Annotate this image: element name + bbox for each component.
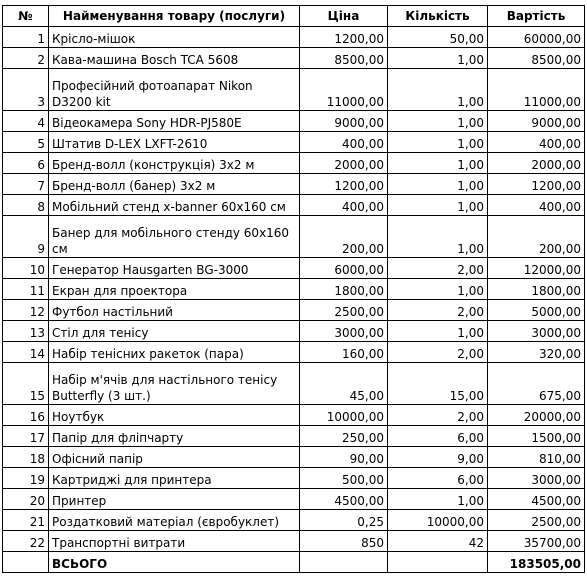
- item-name-cell: Транспортні витрати: [49, 531, 300, 552]
- table-row: [3, 258, 585, 279]
- cost-cell: 11000,00: [488, 69, 585, 111]
- item-name-cell: Кава-машина Bosch TCA 5608: [49, 48, 300, 69]
- row-number-cell: 22: [3, 531, 49, 552]
- quantity-cell: 42: [388, 531, 488, 552]
- price-cell: 4500,00: [300, 489, 388, 510]
- table-row: [3, 153, 585, 174]
- cost-cell: 8500,00: [488, 48, 585, 69]
- header-name: Найменування товару (послуги): [49, 6, 300, 27]
- table-row: [3, 489, 585, 510]
- total-empty-price-cell: [300, 552, 388, 573]
- row-number-cell: 16: [3, 405, 49, 426]
- quantity-cell: 1,00: [388, 489, 488, 510]
- quantity-cell: 1,00: [388, 321, 488, 342]
- quantity-cell: 1,00: [388, 216, 488, 258]
- item-name-cell: Мобільний стенд x-banner 60х160 см: [49, 195, 300, 216]
- table-body: [3, 27, 585, 573]
- price-cell: 6000,00: [300, 258, 388, 279]
- item-name-cell: Банер для мобільного стенду 60х160 см: [49, 216, 300, 258]
- row-number-cell: 18: [3, 447, 49, 468]
- price-cell: 200,00: [300, 216, 388, 258]
- table-row: [3, 342, 585, 363]
- row-number-cell: 4: [3, 111, 49, 132]
- table-row: [3, 174, 585, 195]
- header-quantity: Кількість: [388, 6, 488, 27]
- quantity-cell: 50,00: [388, 27, 488, 48]
- item-name-cell: Штатив D-LEX LXFT-2610: [49, 132, 300, 153]
- cost-cell: 810,00: [488, 447, 585, 468]
- quantity-cell: 9,00: [388, 447, 488, 468]
- item-name-cell: Роздатковий матеріал (євробуклет): [49, 510, 300, 531]
- quantity-cell: 1,00: [388, 153, 488, 174]
- cost-cell: 20000,00: [488, 405, 585, 426]
- row-number-cell: 7: [3, 174, 49, 195]
- cost-cell: 35700,00: [488, 531, 585, 552]
- price-cell: 8500,00: [300, 48, 388, 69]
- cost-cell: 3000,00: [488, 468, 585, 489]
- item-name-cell: Бренд-волл (конструкція) 3х2 м: [49, 153, 300, 174]
- table-row: [3, 195, 585, 216]
- row-number-cell: 14: [3, 342, 49, 363]
- goods-table: [2, 5, 585, 573]
- cost-cell: 4500,00: [488, 489, 585, 510]
- total-empty-number-cell: [3, 552, 49, 573]
- item-name-cell: Бренд-волл (банер) 3х2 м: [49, 174, 300, 195]
- item-name-cell: Крісло-мішок: [49, 27, 300, 48]
- row-number-cell: 3: [3, 69, 49, 111]
- item-name-cell: Набір тенісних ракеток (пара): [49, 342, 300, 363]
- quantity-cell: 1,00: [388, 132, 488, 153]
- row-number-cell: 15: [3, 363, 49, 405]
- price-cell: 250,00: [300, 426, 388, 447]
- row-number-cell: 1: [3, 27, 49, 48]
- item-name-cell: Принтер: [49, 489, 300, 510]
- item-name-cell: Екран для проектора: [49, 279, 300, 300]
- row-number-cell: 13: [3, 321, 49, 342]
- cost-cell: 5000,00: [488, 300, 585, 321]
- item-name-cell: Набір м'ячів для настільного тенісу Butterfly (3 шт.): [49, 363, 300, 405]
- row-number-cell: 2: [3, 48, 49, 69]
- quantity-cell: 1,00: [388, 111, 488, 132]
- table-row: [3, 321, 585, 342]
- quantity-cell: 10000,00: [388, 510, 488, 531]
- row-number-cell: 19: [3, 468, 49, 489]
- header-number: №: [3, 6, 49, 27]
- item-name-cell: Відеокамера Sony HDR-PJ580E: [49, 111, 300, 132]
- row-number-cell: 21: [3, 510, 49, 531]
- row-number-cell: 17: [3, 426, 49, 447]
- price-cell: 160,00: [300, 342, 388, 363]
- quantity-cell: 1,00: [388, 195, 488, 216]
- price-cell: 45,00: [300, 363, 388, 405]
- cost-cell: 200,00: [488, 216, 585, 258]
- quantity-cell: 1,00: [388, 174, 488, 195]
- header-row: [3, 6, 585, 27]
- item-name-cell: Професійний фотоапарат Nikon D3200 kit: [49, 69, 300, 111]
- total-label: ВСЬОГО: [49, 552, 300, 573]
- table-row: [3, 468, 585, 489]
- price-cell: 850: [300, 531, 388, 552]
- table-row: [3, 69, 585, 111]
- row-number-cell: 5: [3, 132, 49, 153]
- price-cell: 0,25: [300, 510, 388, 531]
- item-name-cell: Папір для фліпчарту: [49, 426, 300, 447]
- cost-cell: 3000,00: [488, 321, 585, 342]
- item-name-cell: Генератор Hausgarten BG-3000: [49, 258, 300, 279]
- cost-cell: 1800,00: [488, 279, 585, 300]
- quantity-cell: 6,00: [388, 468, 488, 489]
- price-cell: 1200,00: [300, 27, 388, 48]
- row-number-cell: 11: [3, 279, 49, 300]
- cost-cell: 320,00: [488, 342, 585, 363]
- price-cell: 90,00: [300, 447, 388, 468]
- table-row: [3, 48, 585, 69]
- price-cell: 3000,00: [300, 321, 388, 342]
- table-row: [3, 510, 585, 531]
- total-value: 183505,00: [488, 552, 585, 573]
- price-cell: 400,00: [300, 195, 388, 216]
- price-cell: 9000,00: [300, 111, 388, 132]
- item-name-cell: Офісний папір: [49, 447, 300, 468]
- quantity-cell: 2,00: [388, 258, 488, 279]
- table-row: [3, 111, 585, 132]
- cost-cell: 400,00: [488, 132, 585, 153]
- row-number-cell: 20: [3, 489, 49, 510]
- quantity-cell: 1,00: [388, 69, 488, 111]
- header-cost: Вартість: [488, 6, 585, 27]
- table-row: [3, 300, 585, 321]
- quantity-cell: 2,00: [388, 405, 488, 426]
- table-row: [3, 216, 585, 258]
- header-price: Ціна: [300, 6, 388, 27]
- quantity-cell: 2,00: [388, 300, 488, 321]
- price-cell: 2500,00: [300, 300, 388, 321]
- cost-cell: 2500,00: [488, 510, 585, 531]
- table-row: [3, 363, 585, 405]
- quantity-cell: 1,00: [388, 279, 488, 300]
- cost-cell: 1200,00: [488, 174, 585, 195]
- row-number-cell: 9: [3, 216, 49, 258]
- price-cell: 400,00: [300, 132, 388, 153]
- price-cell: 2000,00: [300, 153, 388, 174]
- cost-cell: 60000,00: [488, 27, 585, 48]
- row-number-cell: 6: [3, 153, 49, 174]
- cost-cell: 2000,00: [488, 153, 585, 174]
- table-row: [3, 405, 585, 426]
- cost-cell: 9000,00: [488, 111, 585, 132]
- cost-cell: 12000,00: [488, 258, 585, 279]
- quantity-cell: 2,00: [388, 342, 488, 363]
- table-row: [3, 426, 585, 447]
- price-cell: 1800,00: [300, 279, 388, 300]
- quantity-cell: 1,00: [388, 48, 488, 69]
- table-row: [3, 447, 585, 468]
- price-cell: 10000,00: [300, 405, 388, 426]
- table-row: [3, 531, 585, 552]
- table-row: [3, 279, 585, 300]
- row-number-cell: 12: [3, 300, 49, 321]
- item-name-cell: Стіл для тенісу: [49, 321, 300, 342]
- cost-cell: 400,00: [488, 195, 585, 216]
- price-cell: 1200,00: [300, 174, 388, 195]
- quantity-cell: 15,00: [388, 363, 488, 405]
- row-number-cell: 8: [3, 195, 49, 216]
- total-empty-quantity-cell: [388, 552, 488, 573]
- table-row: [3, 132, 585, 153]
- item-name-cell: Футбол настільний: [49, 300, 300, 321]
- total-row: [3, 552, 585, 573]
- item-name-cell: Ноутбук: [49, 405, 300, 426]
- price-cell: 500,00: [300, 468, 388, 489]
- cost-cell: 1500,00: [488, 426, 585, 447]
- item-name-cell: Картриджі для принтера: [49, 468, 300, 489]
- price-cell: 11000,00: [300, 69, 388, 111]
- row-number-cell: 10: [3, 258, 49, 279]
- cost-cell: 675,00: [488, 363, 585, 405]
- table-row: [3, 27, 585, 48]
- quantity-cell: 6,00: [388, 426, 488, 447]
